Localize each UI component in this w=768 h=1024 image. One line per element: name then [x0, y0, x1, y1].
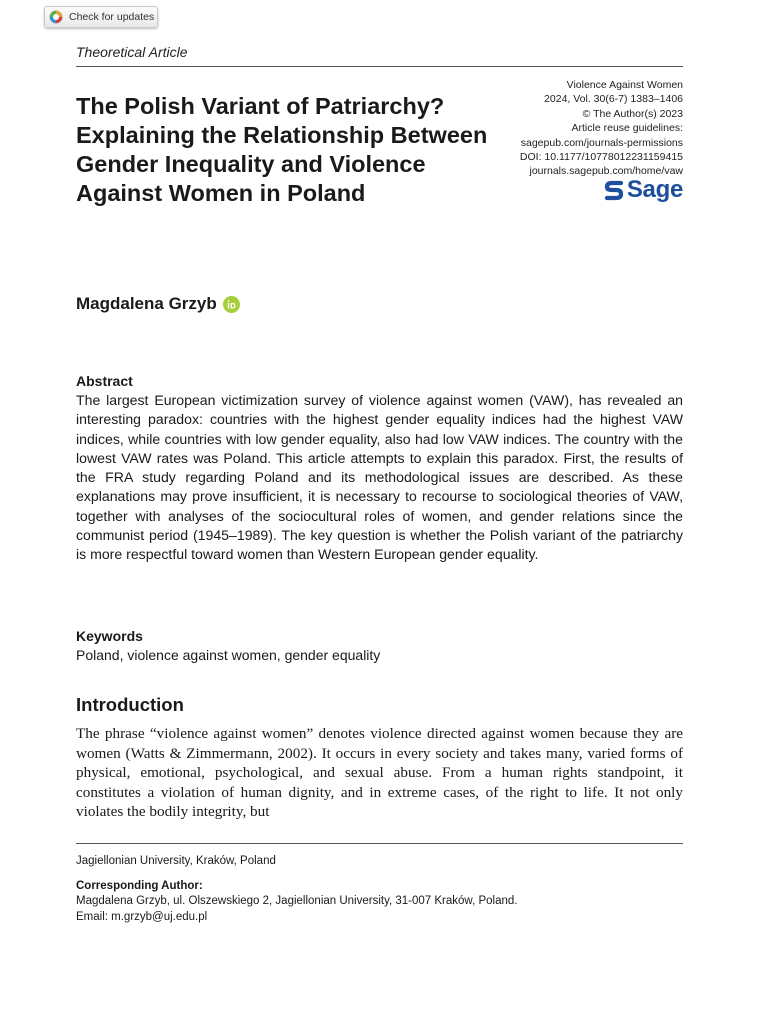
keywords-heading: Keywords: [76, 628, 143, 644]
crossmark-icon: [49, 10, 63, 24]
keywords-text: Poland, violence against women, gender equality: [76, 647, 381, 663]
sage-logo: [604, 176, 683, 204]
journal-name: Violence Against Women: [566, 79, 683, 91]
abstract-heading: Abstract: [76, 373, 133, 389]
corresponding-author-heading: Corresponding Author:: [76, 880, 203, 892]
header-divider: [76, 66, 683, 67]
journal-homepage-link[interactable]: journals.sagepub.com/home/vaw: [529, 165, 683, 178]
abstract-text: The largest European victimization survey of violence against women (VAW), has revealed an interesting paradox: countries with the highest gender equality indices had the highest VAW indices, while countries with low gender equality, also had low VAW indices. The country with the lowest VAW rates was Poland. This article attempts to explain this paradox. First, the results of the FRA study regarding Poland and its methodological issues are described. As these explanations may prove insufficient, it is necessary to recourse to sociological theories of VAW, together with analyses of the sociocultural roles of women, and gender relations since the communist period (1945–1989). The key question is whether the Polish variant of the patriarchy is more respectful toward women than Western European gender equality.: [76, 392, 683, 563]
check-for-updates-label: Check for updates: [69, 11, 155, 23]
sage-s-icon: [604, 179, 624, 201]
orcid-icon[interactable]: [223, 296, 240, 313]
footnote-divider: [76, 843, 683, 844]
journal-volume: 2024, Vol. 30(6-7) 1383–1406: [544, 93, 683, 106]
reuse-guidelines: Article reuse guidelines:: [571, 122, 683, 135]
sage-logo-text: Sage: [626, 176, 683, 203]
introduction-heading: Introduction: [76, 694, 184, 715]
permissions-link[interactable]: sagepub.com/journals-permissions: [520, 136, 683, 149]
corresponding-author-email[interactable]: Email: m.grzyb@uj.edu.pl: [76, 911, 208, 923]
copyright: © The Author(s) 2023: [582, 107, 683, 120]
doi-link[interactable]: DOI: 10.1177/10778012231159415: [519, 151, 683, 164]
author-name[interactable]: Magdalena Grzyb: [76, 294, 217, 313]
article-type-label: Theoretical Article: [76, 44, 188, 60]
corresponding-author-address: Magdalena Grzyb, ul. Olszewskiego 2, Jagiellonian University, 31-007 Kraków, Poland.: [76, 895, 518, 907]
author-line: [76, 294, 240, 314]
author-affiliation: Jagiellonian University, Kraków, Poland: [76, 855, 276, 867]
introduction-text: The phrase “violence against women” denotes violence directed against women because they are women (Watts & Zimmermann, 2002). It occurs in every society and takes many, varied forms of physical, emotional, psychological, and sexual abuse. From a human rights standpoint, it constitutes a violation of human dignity, and in extreme cases, of the right to life. It not only violates the bodily integrity, but: [76, 725, 683, 821]
check-for-updates-button[interactable]: [44, 6, 158, 28]
article-title: The Polish Variant of Patriarchy? Explaining the Relationship Between Gender Inequality and Violence Against Women in Poland: [76, 93, 488, 206]
journal-metadata: [443, 78, 683, 179]
